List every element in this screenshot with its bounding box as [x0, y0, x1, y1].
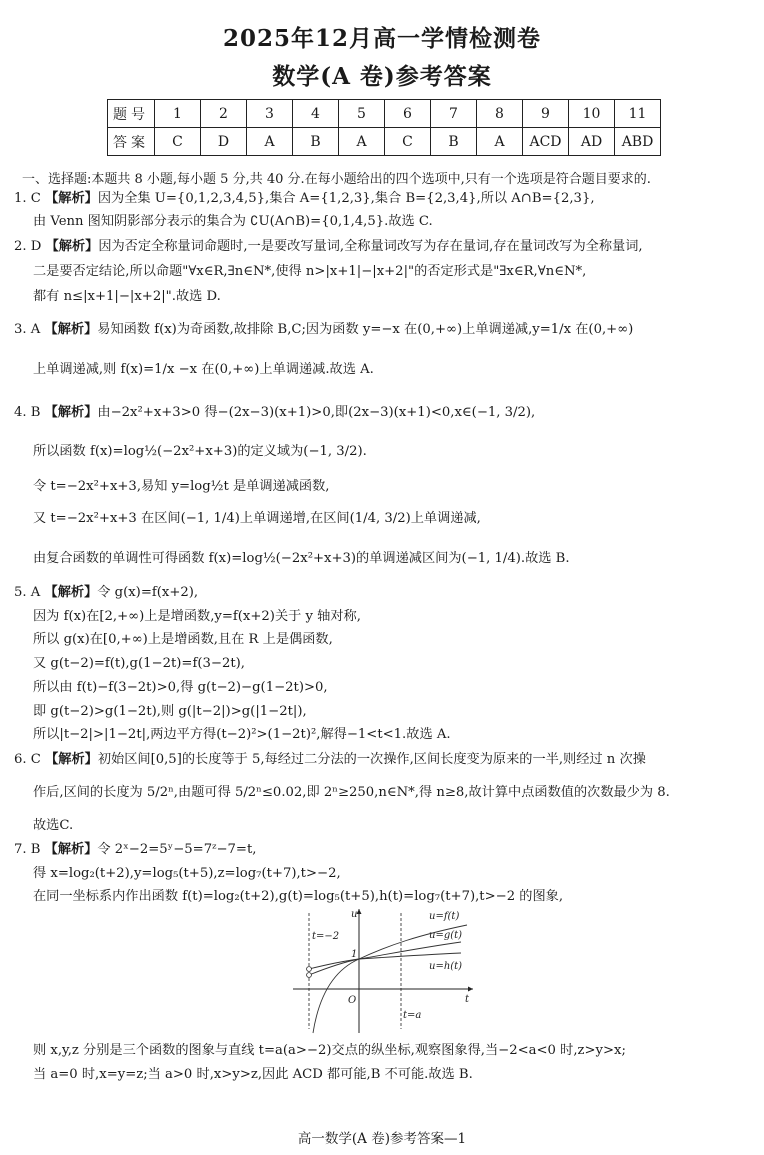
t-minus-2-label: t=−2 [312, 931, 340, 942]
analysis-tag: 【解析】 [45, 239, 99, 254]
function-graph [289, 905, 479, 1035]
analysis-tag: 【解析】 [44, 585, 98, 600]
question-6-line-3: 故选C. [33, 818, 74, 833]
answer-cell: D [201, 128, 247, 156]
answer-cell: AD [569, 128, 615, 156]
answer-table [107, 99, 661, 156]
page-subtitle: 数学(A 卷)参考答案 [272, 63, 492, 90]
answer-cell: ABD [615, 128, 661, 156]
question-4-line-3: 令 t=−2x²+x+3,易知 y=log½t 是单调递减函数, [33, 479, 330, 494]
question-number: 3 [247, 100, 293, 128]
curve-h-label: u=h(t) [429, 961, 463, 972]
analysis-tag: 【解析】 [45, 191, 98, 206]
question-7-line-5: 当 a=0 时,x=y=z;当 a>0 时,x>y>z,因此 ACD 都可能,B 不可能.故选 B. [33, 1067, 473, 1082]
page-title: 2025年12月高一学情检测卷 [222, 25, 542, 52]
question-number-answer: 4. B [14, 405, 41, 420]
curve-f-label: u=f(t) [429, 911, 460, 922]
answer-cell: ACD [523, 128, 569, 156]
open-endpoint-g [307, 973, 312, 978]
question-number: 1 [155, 100, 201, 128]
question-number-answer: 1. C [14, 191, 41, 206]
question-6 [14, 752, 646, 768]
answer-table-answer-row [108, 128, 661, 156]
open-endpoint-h [307, 967, 312, 972]
question-7-line-4: 则 x,y,z 分别是三个函数的图象与直线 t=a(a>−2)交点的纵坐标,观察图象得,当−2<a<0 时,z>y>x; [33, 1043, 626, 1058]
answer-cell: A [247, 128, 293, 156]
question-text: 因为全集 U={0,1,2,3,4,5},集合 A={1,2,3},集合 B={2,3,4},所以 A∩B={2,3}, [97, 191, 595, 206]
origin-label: O [348, 995, 357, 1006]
question-text: 因为否定全称量词命题时,一是要改写量词,全称量词改写为存在量词,存在量词改写为全称量词, [98, 239, 643, 254]
answer-table-number-row [108, 100, 661, 128]
question-5-line-5: 所以由 f(t)−f(3−2t)>0,得 g(t−2)−g(1−2t)>0, [33, 680, 328, 695]
question-number: 6 [385, 100, 431, 128]
analysis-tag: 【解析】 [45, 752, 98, 767]
question-number: 2 [201, 100, 247, 128]
question-number-answer: 6. C [14, 752, 41, 767]
row-label-number: 题号 [108, 100, 155, 128]
question-text: 易知函数 f(x)为奇函数,故排除 B,C;因为函数 y=−x 在(0,+∞)上单调递减,y=1/x 在(0,+∞) [97, 322, 634, 337]
one-label: 1 [351, 949, 358, 960]
u-axis-label: u [351, 909, 358, 920]
question-5-line-4: 又 g(t−2)=f(t),g(1−2t)=f(3−2t), [33, 656, 245, 671]
page-footer: 高一数学(A 卷)参考答案—1 [297, 1131, 467, 1147]
question-4-line-2: 所以函数 f(x)=log½(−2x²+x+3)的定义域为(−1, 3/2). [33, 444, 367, 459]
question-5-line-3: 所以 g(x)在[0,+∞)上是增函数,且在 R 上是偶函数, [33, 632, 333, 647]
question-5 [14, 585, 198, 601]
answer-cell: A [477, 128, 523, 156]
question-number: 8 [477, 100, 523, 128]
analysis-tag: 【解析】 [44, 405, 98, 420]
answer-cell: C [155, 128, 201, 156]
question-text: 初始区间[0,5]的长度等于 5,每经过二分法的一次操作,区间长度变为原来的一半,则经过 n 次操 [97, 752, 646, 767]
question-number-answer: 2. D [14, 239, 42, 254]
question-5-line-2: 因为 f(x)在[2,+∞)上是增函数,y=f(x+2)关于 y 轴对称, [33, 609, 361, 624]
question-7-line-3: 在同一坐标系内作出函数 f(t)=log₂(t+2),g(t)=log₅(t+5),h(t)=log₇(t+7),t>−2 的图象, [33, 889, 564, 904]
question-4 [14, 405, 535, 421]
question-1-line-2: 由 Venn 图知阴影部分表示的集合为 ∁U(A∩B)={0,1,4,5}.故选 C. [33, 214, 433, 229]
answer-cell: B [431, 128, 477, 156]
question-4-line-4: 又 t=−2x²+x+3 在区间(−1, 1/4)上单调递增,在区间(1/4, 3/2)上单调递减, [33, 511, 481, 526]
answer-cell: B [293, 128, 339, 156]
question-text: 令 2ˣ−2=5ʸ−5=7ᶻ−7=t, [97, 842, 257, 857]
question-text: 由−2x²+x+3>0 得−(2x−3)(x+1)>0,即(2x−3)(x+1)<0,x∈(−1, 3/2), [97, 405, 536, 420]
question-2-line-3: 都有 n≤|x+1|−|x+2|".故选 D. [33, 289, 221, 304]
question-number: 7 [431, 100, 477, 128]
t-axis-label: t [465, 994, 470, 1005]
question-number: 10 [569, 100, 615, 128]
question-3 [14, 322, 633, 338]
section-heading: 一、选择题:本题共 8 小题,每小题 5 分,共 40 分.在每小题给出的四个选项中,只有一个选项是符合题目要求的. [22, 172, 651, 187]
question-number: 5 [339, 100, 385, 128]
question-2 [14, 239, 643, 255]
t-axis-arrow-icon [468, 987, 473, 992]
question-6-line-2: 作后,区间的长度为 5/2ⁿ,由题可得 5/2ⁿ≤0.02,即 2ⁿ≥250,n∈N*,得 n≥8,故计算中点函数值的次数最少为 8. [33, 785, 670, 800]
question-text: 令 g(x)=f(x+2), [97, 585, 199, 600]
question-number: 4 [293, 100, 339, 128]
t-a-label: t=a [403, 1010, 422, 1021]
analysis-tag: 【解析】 [44, 842, 98, 857]
answer-cell: A [339, 128, 385, 156]
question-number-answer: 5. A [14, 585, 41, 600]
question-2-line-2: 二是要否定结论,所以命题"∀x∈R,∃n∈N*,使得 n>|x+1|−|x+2|"的否定形式是"∃x∈R,∀n∈N*, [33, 264, 587, 279]
question-number-answer: 7. B [14, 842, 41, 857]
question-5-line-7: 所以|t−2|>|1−2t|,两边平方得(t−2)²>(1−2t)²,解得−1<t<1.故选 A. [33, 727, 451, 742]
question-7 [14, 842, 256, 858]
question-number: 9 [523, 100, 569, 128]
row-label-answer: 答案 [108, 128, 155, 156]
question-5-line-6: 即 g(t−2)>g(1−2t),则 g(|t−2|)>g(|1−2t|), [33, 704, 307, 719]
question-1 [14, 191, 595, 207]
curve-g-label: u=g(t) [429, 930, 463, 941]
question-number-answer: 3. A [14, 322, 41, 337]
question-7-line-2: 得 x=log₂(t+2),y=log₅(t+5),z=log₇(t+7),t>−2, [33, 866, 341, 881]
question-4-line-5: 由复合函数的单调性可得函数 f(x)=log½(−2x²+x+3)的单调递减区间为(−1, 1/4).故选 B. [33, 551, 570, 566]
question-3-line-2: 上单调递减,则 f(x)=1/x −x 在(0,+∞)上单调递减.故选 A. [33, 362, 374, 377]
question-number: 11 [615, 100, 661, 128]
analysis-tag: 【解析】 [44, 322, 98, 337]
answer-cell: C [385, 128, 431, 156]
